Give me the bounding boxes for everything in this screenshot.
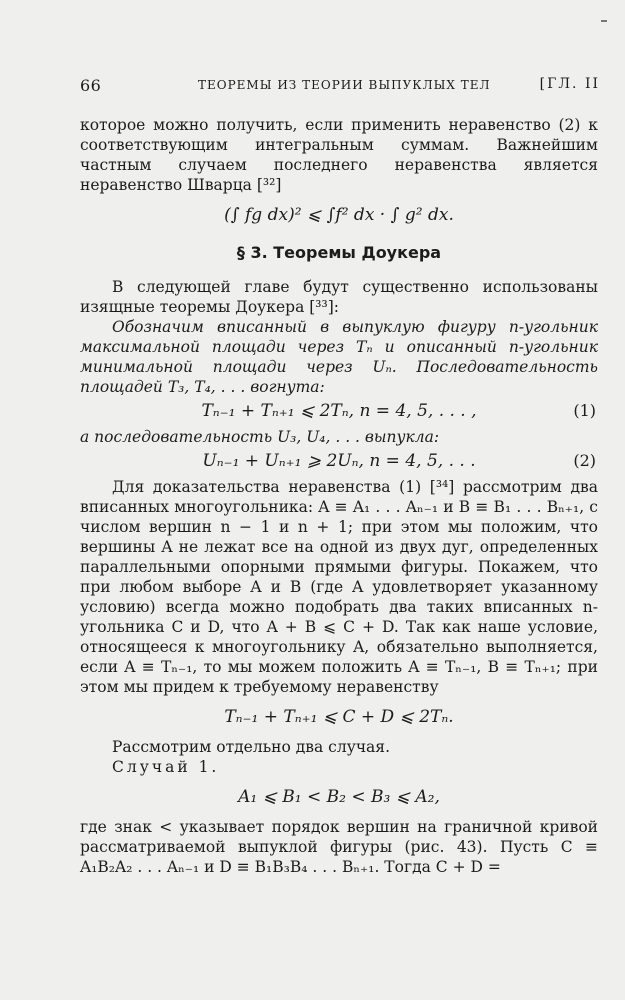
section-title: § 3. Теоремы Доукера	[236, 243, 442, 262]
paragraph-2: В следующей главе будут существенно использованы изящные теоремы Доукера [³³]:	[80, 278, 598, 316]
case-1-label: Случай 1.	[112, 758, 220, 776]
equation-3: Tₙ₋₁ + Tₙ₊₁ ⩽ C + D ⩽ 2Tₙ.	[224, 707, 454, 727]
theorem-statement-2: а последовательность U₃, U₄, . . . выпукла:	[80, 428, 440, 446]
page-number: 66	[80, 76, 102, 95]
paragraph-1: которое можно получить, если применить неравенство (2) к соответствующим интегральным суммам. Важнейшим частным случаем последнего неравенства является неравенство Шварца [³²]	[80, 116, 598, 194]
equation-2-body: Uₙ₋₁ + Uₙ₊₁ ⩾ 2Uₙ, n = 4, 5, . . .	[202, 451, 476, 471]
equation-4: A₁ ⩽ B₁ < B₂ < B₃ ⩽ A₂,	[238, 787, 440, 807]
page-body	[80, 115, 598, 877]
equation-1	[80, 397, 598, 427]
paragraph-3: Для доказательства неравенства (1) [³⁴] рассмотрим два вписанных многоугольника: A ≡ A₁ . . . Aₙ₋₁ и B ≡ B₁ . . . Bₙ₊₁, с числом вершин n − 1 и n + 1; при этом мы положим, что вершины A не лежат все на одной из двух дуг, определенных параллельными опорными прямыми фигуры. Покажем, что при любом выборе A и B (где A удовлетворяет указанному условию) всегда можно подобрать два таких вписанных n-угольника C и D, что A + B ⩽ C + D. Так как наше условие, относящееся к многоугольнику A, обязательно выполняется, если A ≡ Tₙ₋₁, то мы можем положить A ≡ Tₙ₋₁, B ≡ Tₙ₊₁; при этом мы придем к требуемому неравенству	[80, 478, 598, 696]
equation-1-number: (1)	[573, 401, 596, 420]
page-header	[80, 76, 600, 96]
equation-1-body: Tₙ₋₁ + Tₙ₊₁ ⩽ 2Tₙ, n = 4, 5, . . . ,	[201, 401, 477, 421]
equation-schwarz: (∫ fg dx)² ⩽ ∫f² dx · ∫ g² dx.	[224, 205, 454, 225]
paragraph-4: Рассмотрим отдельно два случая.	[112, 738, 391, 756]
running-head: ТЕОРЕМЫ ИЗ ТЕОРИИ ВЫПУКЛЫХ ТЕЛ	[198, 78, 491, 92]
equation-2	[80, 447, 598, 477]
scan-mark	[601, 20, 607, 22]
chapter-label: [ГЛ. II	[539, 76, 600, 92]
equation-2-number: (2)	[573, 451, 596, 470]
theorem-statement-1: Обозначим вписанный в выпуклую фигуру n-угольник максимальной площади через Tₙ и описанный n-угольник минимальной площади через Uₙ. Последовательность площадей T₃, T₄, . . . вогнута:	[80, 318, 598, 396]
paragraph-5: где знак < указывает порядок вершин на граничной кривой рассматриваемой выпуклой фигуры (рис. 43). Пусть C ≡ A₁B₂A₂ . . . Aₙ₋₁ и D ≡ B₁B₃B₄ . . . Bₙ₊₁. Тогда C + D =	[80, 818, 598, 876]
